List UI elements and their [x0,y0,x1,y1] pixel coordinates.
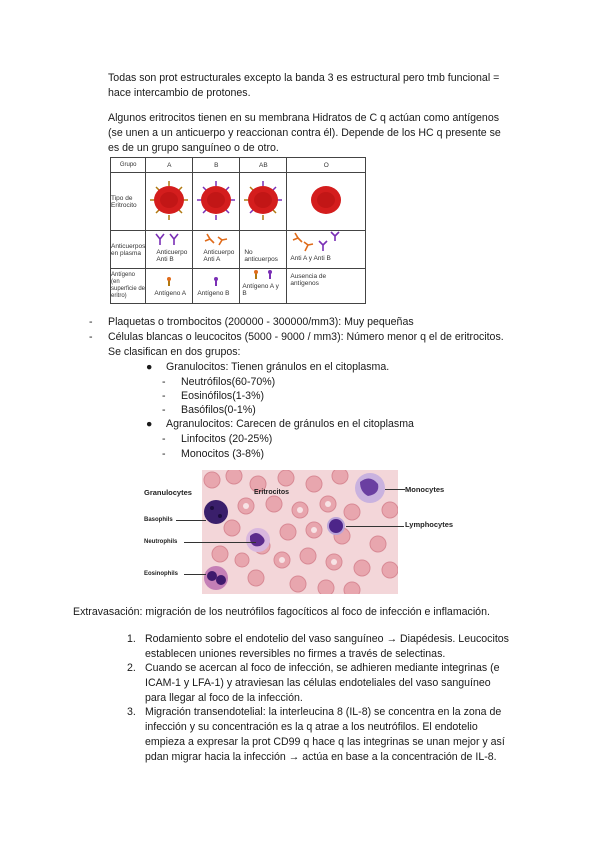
label-eritrocitos: Eritrocitos [254,489,290,496]
table-corner-cell [111,158,146,173]
blood-smear-image [202,470,398,594]
label-monocytes: Monocytes [405,485,445,494]
antigen-a-cell [146,269,193,304]
erythrocyte-ab-cell [240,173,287,231]
group-header-ab: AB [240,158,287,173]
group-header-b: B [193,158,240,173]
antigens-paragraph [108,111,538,156]
erythrocyte-ab-icon [240,173,286,228]
antigen-o-text: Ausencia de antígenos [290,273,327,287]
group-header-a: A [146,158,193,173]
list-item-agranulocytes: Agranulocitos: Carecen de gránulos en el citoplasma [166,418,414,430]
antibody-a-cell [146,231,193,269]
pointer-line-neutrophils [184,542,256,543]
antigen-ab-icon [240,269,286,281]
antibody-o-text: Anti A y Anti B [290,255,331,262]
erythrocyte-a-cell [146,173,193,231]
group-header-o: O [287,158,366,173]
antibody-anti-a-anti-b-icon [287,231,365,253]
intro-line-1: Todas son prot estructurales excepto la banda 3 es estructural pero tmb funcional = [108,72,500,84]
erythrocyte-o-icon [287,173,365,228]
step-3-line-3: empieza a expresar la prot CD99 q hace q las integrinas se unan mejor y así [145,736,505,748]
pointer-line-lymphocytes [346,526,404,527]
dash-bullet: - [89,316,93,328]
label-basophils: Basophils [144,517,173,523]
label-neutrophils: Neutrophils [144,539,178,545]
step-3-line-1: Migración transendotelial: la interleucina 8 (IL-8) se concentra en la zona de [145,706,502,718]
antigen-b-text: Antígeno B [197,290,230,297]
antibody-anti-a-icon [193,231,239,247]
antigen-b-cell [193,269,240,304]
antibody-ab-cell [240,231,287,269]
antigen-a-icon [146,276,192,288]
label-granulocytes: Granulocytes [144,488,192,497]
list-item-platelets: Plaquetas o trombocitos (200000 - 300000/mm3): Muy pequeñas [108,316,414,328]
erythrocyte-o-cell [287,173,366,231]
step-2-line-1: Cuando se acercan al foco de infección, se adhieren mediante integrinas (e [145,662,500,674]
step-2-line-3: para llegar al foco de la infección. [145,692,303,704]
step-1-line-2: establecen uniones reversibles no firmes a través de selectinas. [145,648,446,660]
row-label-erythrocyte: Tipo de Eritrocito [111,173,146,231]
antigens-line-1: Algunos eritrocitos tienen en su membrana Hidratos de C q actúan como antígenos [108,112,500,124]
intro-paragraph [108,71,538,101]
round-bullet: ● [146,361,153,373]
antigens-line-3: es de un grupo sanguíneo o de otro. [108,142,279,154]
dash-bullet: - [162,404,166,416]
list-item-basophils: Basófilos(0-1%) [181,404,256,416]
list-item-monocytes: Monocitos (3-8%) [181,448,265,460]
list-item-granulocytes: Granulocitos: Tienen gránulos en el citoplasma. [166,361,390,373]
row-label-antibodies: Anticuerpos en plasma [111,231,146,269]
dash-bullet: - [162,433,166,445]
table-corner-label: Grupo [119,162,137,168]
pointer-line-eosinophils [184,574,206,575]
blood-smear-micrograph [202,470,398,594]
list-item-lymphocytes: Linfocitos (20-25%) [181,433,273,445]
row-label-antigen: Antígeno (en superficie de eritro) [111,269,146,304]
extravasation-heading: Extravasación: migración de los neutrófilos fagocíticos al foco de infección e inflamación. [73,606,490,618]
dash-bullet: - [89,331,93,343]
step-number-2: 2. [127,662,136,674]
list-item-leukocytes-cont: Se clasifican en dos grupos: [108,346,241,358]
label-eosinophils: Eosinophils [144,571,179,577]
antibody-b-text: Anticuerpo Anti A [203,249,235,263]
antigen-o-cell [287,269,366,304]
step-number-3: 3. [127,706,136,718]
step-3 [145,705,545,765]
blood-group-table [110,157,366,304]
pointer-line-basophils [176,520,206,521]
dash-bullet: - [162,390,166,402]
pointer-line-monocytes [385,489,405,490]
antibody-anti-b-icon [146,231,192,247]
dash-bullet: - [162,376,166,388]
round-bullet: ● [146,418,153,430]
step-1 [145,632,545,662]
step-3-line-2: infección y su concentración es la q atrae a los neutrófilos. El endotelio [145,721,478,733]
list-item-neutrophils: Neutrófilos(60-70%) [181,376,276,388]
antigens-line-2: (se unen a un anticuerpo y reaccionan contra él). Depende de los HC q presente se [108,127,501,139]
antibody-o-cell [287,231,366,269]
erythrocyte-b-icon [193,173,239,228]
antibody-b-cell [193,231,240,269]
step-2-line-2: ICAM-1 y LFA-1) y atraviesan las células endoteliales del vaso sanguíneo [145,677,491,689]
antigen-b-icon [193,276,239,288]
list-item-leukocytes: Células blancas o leucocitos (5000 - 9000 / mm3): Número menor q el de eritrocitos. [108,331,504,343]
erythrocyte-a-icon [146,173,192,228]
step-1-line-1: Rodamiento sobre el endotelio del vaso sanguíneo → Diapédesis. Leucocitos [145,633,509,645]
antigen-a-text: Antígeno A [154,290,187,297]
step-number-1: 1. [127,633,136,645]
antibody-ab-text: No anticuerpos [244,249,278,263]
intro-line-2: hace intercambio de protones. [108,87,251,99]
step-2 [145,661,545,706]
antigen-ab-cell [240,269,287,304]
list-item-eosinophils: Eosinófilos(1-3%) [181,390,265,402]
antibody-a-text: Anticuerpo Anti B [156,249,188,263]
dash-bullet: - [162,448,166,460]
antigen-ab-text: Antígeno A y B [242,283,279,297]
label-lymphocytes: Lymphocytes [405,520,454,529]
erythrocyte-b-cell [193,173,240,231]
step-3-line-4: pdan migrar hacia la infección → actúa en base a la concentración de IL-8. [145,751,497,763]
